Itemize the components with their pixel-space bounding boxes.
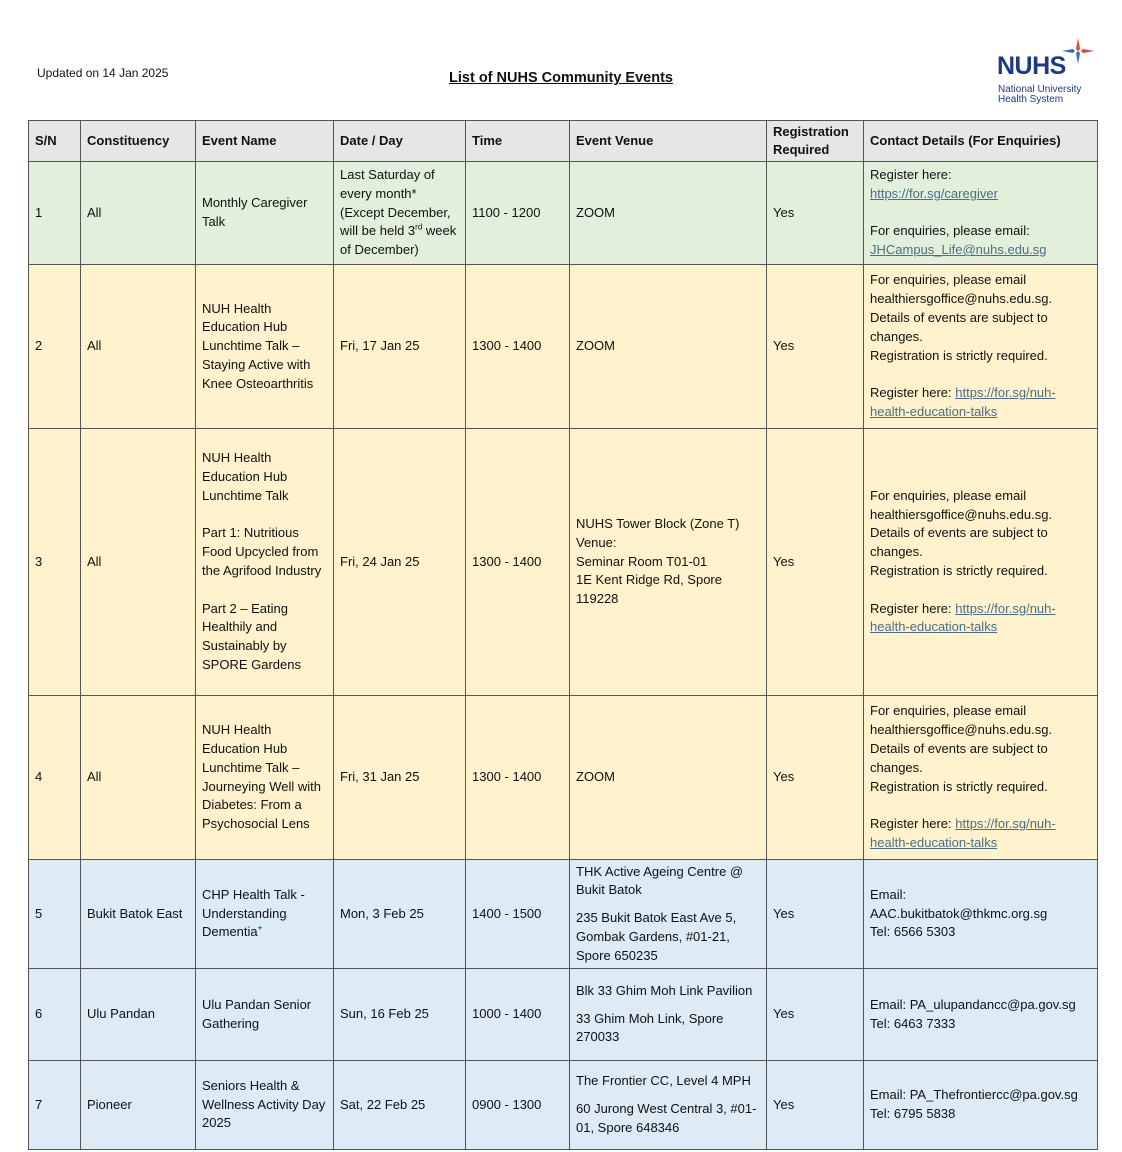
cell-date: Sun, 16 Feb 25 (334, 969, 466, 1061)
cell-venue: ZOOM (570, 265, 767, 429)
cell-time: 1300 - 1400 (466, 429, 570, 696)
cell-registration: Yes (767, 162, 864, 265)
cell-event-name: Ulu Pandan Senior Gathering (196, 969, 334, 1061)
table-row (29, 860, 1098, 969)
cell-venue: NUHS Tower Block (Zone T) Venue: Seminar Room T01-01 1E Kent Ridge Rd, Spore 119228 (570, 429, 767, 696)
cell-constituency: All (81, 162, 196, 265)
cell-registration: Yes (767, 969, 864, 1061)
cell-contact: Register here: https://for.sg/caregiver For enquiries, please email: JHCampus_Life@nuhs.edu.sg (864, 162, 1098, 265)
cell-sn: 7 (29, 1061, 81, 1150)
page-title: List of NUHS Community Events (449, 70, 673, 86)
table-row (29, 429, 1098, 696)
col-header-date: Date / Day (334, 121, 466, 162)
cell-registration: Yes (767, 265, 864, 429)
table-row (29, 265, 1098, 429)
cell-constituency: Pioneer (81, 1061, 196, 1150)
cell-date: Last Saturday of every month* (Except December, will be held 3rd week of December) (334, 162, 466, 265)
col-header-time: Time (466, 121, 570, 162)
table-row (29, 1061, 1098, 1150)
cell-sn: 5 (29, 860, 81, 969)
cell-time: 1100 - 1200 (466, 162, 570, 265)
cell-time: 1400 - 1500 (466, 860, 570, 969)
table-header-row (29, 121, 1098, 162)
cell-sn: 3 (29, 429, 81, 696)
events-table (28, 120, 1098, 1150)
table-row (29, 969, 1098, 1061)
cell-contact: For enquiries, please email healthiersgoffice@nuhs.edu.sg. Details of events are subject to changes. Registration is strictly required. Register here: https://for.sg/nuh-health-education-talks (864, 696, 1098, 860)
table-row (29, 696, 1098, 860)
cell-sn: 2 (29, 265, 81, 429)
col-header-event-name: Event Name (196, 121, 334, 162)
cell-constituency: All (81, 696, 196, 860)
updated-date: Updated on 14 Jan 2025 (37, 66, 169, 80)
cell-time: 0900 - 1300 (466, 1061, 570, 1150)
cell-event-name: NUH Health Education Hub Lunchtime Talk Part 1: Nutritious Food Upcycled from the Agrifood Industry Part 2 – Eating Healthily and Sustainably by SPORE Gardens (196, 429, 334, 696)
registration-link[interactable]: https://for.sg/nuh-health-education-talks (870, 816, 1056, 850)
cell-sn: 4 (29, 696, 81, 860)
cell-contact: Email: AAC.bukitbatok@thkmc.org.sg Tel: 6566 5303 (864, 860, 1098, 969)
cell-contact: For enquiries, please email healthiersgoffice@nuhs.edu.sg. Details of events are subject to changes. Registration is strictly required. Register here: https://for.sg/nuh-health-education-talks (864, 265, 1098, 429)
registration-link[interactable]: https://for.sg/nuh-health-education-talks (870, 385, 1056, 419)
cell-constituency: All (81, 265, 196, 429)
cell-contact: Email: PA_Thefrontiercc@pa.gov.sg Tel: 6795 5838 (864, 1061, 1098, 1150)
cell-registration: Yes (767, 860, 864, 969)
cell-venue: ZOOM (570, 162, 767, 265)
cell-event-name: NUH Health Education Hub Lunchtime Talk – Staying Active with Knee Osteoarthritis (196, 265, 334, 429)
cell-venue: The Frontier CC, Level 4 MPH 60 Jurong West Central 3, #01-01, Spore 648346 (570, 1061, 767, 1150)
cell-constituency: Bukit Batok East (81, 860, 196, 969)
cell-date: Sat, 22 Feb 25 (334, 1061, 466, 1150)
col-header-sn: S/N (29, 121, 81, 162)
cell-constituency: All (81, 429, 196, 696)
caregiver-registration-link[interactable]: https://for.sg/caregiver (870, 185, 998, 201)
registration-link[interactable]: https://for.sg/nuh-health-education-talks (870, 600, 1056, 635)
cell-registration: Yes (767, 429, 864, 696)
col-header-contact: Contact Details (For Enquiries) (864, 121, 1098, 162)
cell-registration: Yes (767, 696, 864, 860)
cell-event-name: Monthly Caregiver Talk (196, 162, 334, 265)
cell-constituency: Ulu Pandan (81, 969, 196, 1061)
cell-venue: THK Active Ageing Centre @ Bukit Batok 235 Bukit Batok East Ave 5, Gombak Gardens, #01-21, Spore 650235 (570, 860, 767, 969)
table-row (29, 162, 1098, 265)
cell-date: Fri, 24 Jan 25 (334, 429, 466, 696)
col-header-constituency: Constituency (81, 121, 196, 162)
nuhs-logo: NUHS National University Health System (996, 38, 1102, 106)
nuhs-star-icon (1062, 38, 1094, 64)
caregiver-email-link[interactable]: JHCampus_Life@nuhs.edu.sg (870, 242, 1047, 258)
cell-contact: For enquiries, please email healthiersgoffice@nuhs.edu.sg. Details of events are subject to changes. Registration is strictly required. Register here: https://for.sg/nuh-health-education-talks (864, 429, 1098, 696)
cell-venue: ZOOM (570, 696, 767, 860)
cell-date: Fri, 17 Jan 25 (334, 265, 466, 429)
cell-date: Mon, 3 Feb 25 (334, 860, 466, 969)
col-header-venue: Event Venue (570, 121, 767, 162)
cell-contact: Email: PA_ulupandancc@pa.gov.sg Tel: 6463 7333 (864, 969, 1098, 1061)
cell-date: Fri, 31 Jan 25 (334, 696, 466, 860)
col-header-registration: Registration Required (767, 121, 864, 162)
cell-event-name: Seniors Health & Wellness Activity Day 2025 (196, 1061, 334, 1150)
cell-sn: 1 (29, 162, 81, 265)
cell-time: 1300 - 1400 (466, 696, 570, 860)
cell-venue: Blk 33 Ghim Moh Link Pavilion 33 Ghim Moh Link, Spore 270033 (570, 969, 767, 1061)
cell-event-name: CHP Health Talk - Understanding Dementia+ (196, 860, 334, 969)
cell-event-name: NUH Health Education Hub Lunchtime Talk – Journeying Well with Diabetes: From a Psychosocial Lens (196, 696, 334, 860)
cell-registration: Yes (767, 1061, 864, 1150)
cell-time: 1000 - 1400 (466, 969, 570, 1061)
cell-sn: 6 (29, 969, 81, 1061)
cell-time: 1300 - 1400 (466, 265, 570, 429)
